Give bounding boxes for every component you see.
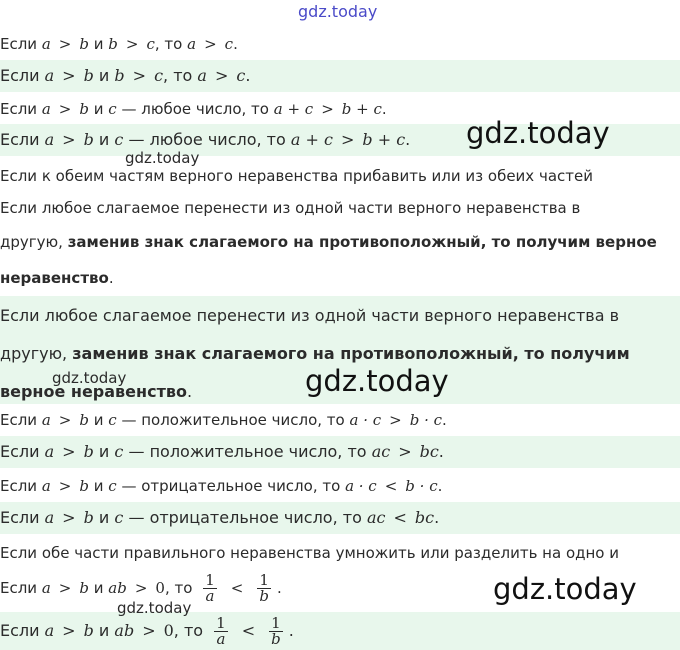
rule-row-12: Если a > b и c — положительное число, то a · c > b · c. xyxy=(0,411,447,429)
rule-row-10: другую, заменив знак слагаемого на противоположный, то получим xyxy=(0,344,630,363)
watermark-small-2: gdz.today xyxy=(52,369,127,387)
rule-row-17: Если a > b и ab > 0, то $\frac{1}{a}$ < $\frac{1}{b}$ . xyxy=(0,571,282,605)
rule-row-13: Если a > b и c — положительное число, то ac > bc. xyxy=(0,436,680,468)
watermark-large-2: gdz.today xyxy=(305,364,449,398)
rule-row-2: Если a > b и b > c, то a > c. xyxy=(0,60,680,92)
watermark-large-1: gdz.today xyxy=(466,116,610,150)
rule-row-16: Если обе части правильного неравенства умножить или разделить на одно и xyxy=(0,544,619,562)
watermark-small-1: gdz.today xyxy=(125,149,200,167)
rule-row-18: Если a > b и ab > 0, то $\frac{1}{a}$ < $\frac{1}{b}$ . xyxy=(0,612,680,650)
fraction-1-over-a: $\frac{1}{a}$ xyxy=(205,571,215,605)
rule-row-4: Если a > b и c — любое число, то a + c > b + c. xyxy=(0,124,680,156)
fraction-1-over-b: $\frac{1}{b}$ xyxy=(259,571,269,605)
rule-row-15: Если a > b и c — отрицательное число, то ac < bc. xyxy=(0,502,680,534)
fraction-1-over-b: $\frac{1}{b}$ xyxy=(271,614,281,648)
rule-row-8: неравенство. xyxy=(0,269,114,287)
rule-row-6: Если любое слагаемое перенести из одной части верного неравенства в xyxy=(0,199,581,217)
fraction-1-over-a: $\frac{1}{a}$ xyxy=(216,614,226,648)
rule-row-9: Если любое слагаемое перенести из одной части верного неравенства в xyxy=(0,306,620,325)
rule-row-14: Если a > b и c — отрицательное число, то a · c < b · c. xyxy=(0,477,443,495)
watermark-large-3: gdz.today xyxy=(493,572,637,606)
watermark-top: gdz.today xyxy=(298,2,378,21)
watermark-small-3: gdz.today xyxy=(117,599,192,617)
rule-row-1: Если a > b и b > c, то a > c. xyxy=(0,35,238,53)
rule-row-7: другую, заменив знак слагаемого на противоположный, то получим верное xyxy=(0,233,657,251)
rule-row-3: Если a > b и c — любое число, то a + c > b + c. xyxy=(0,100,387,118)
rule-row-5: Если к обеим частям верного неравенства прибавить или из обеих частей xyxy=(0,167,593,185)
rule-row-11: верное неравенство. xyxy=(0,382,193,401)
